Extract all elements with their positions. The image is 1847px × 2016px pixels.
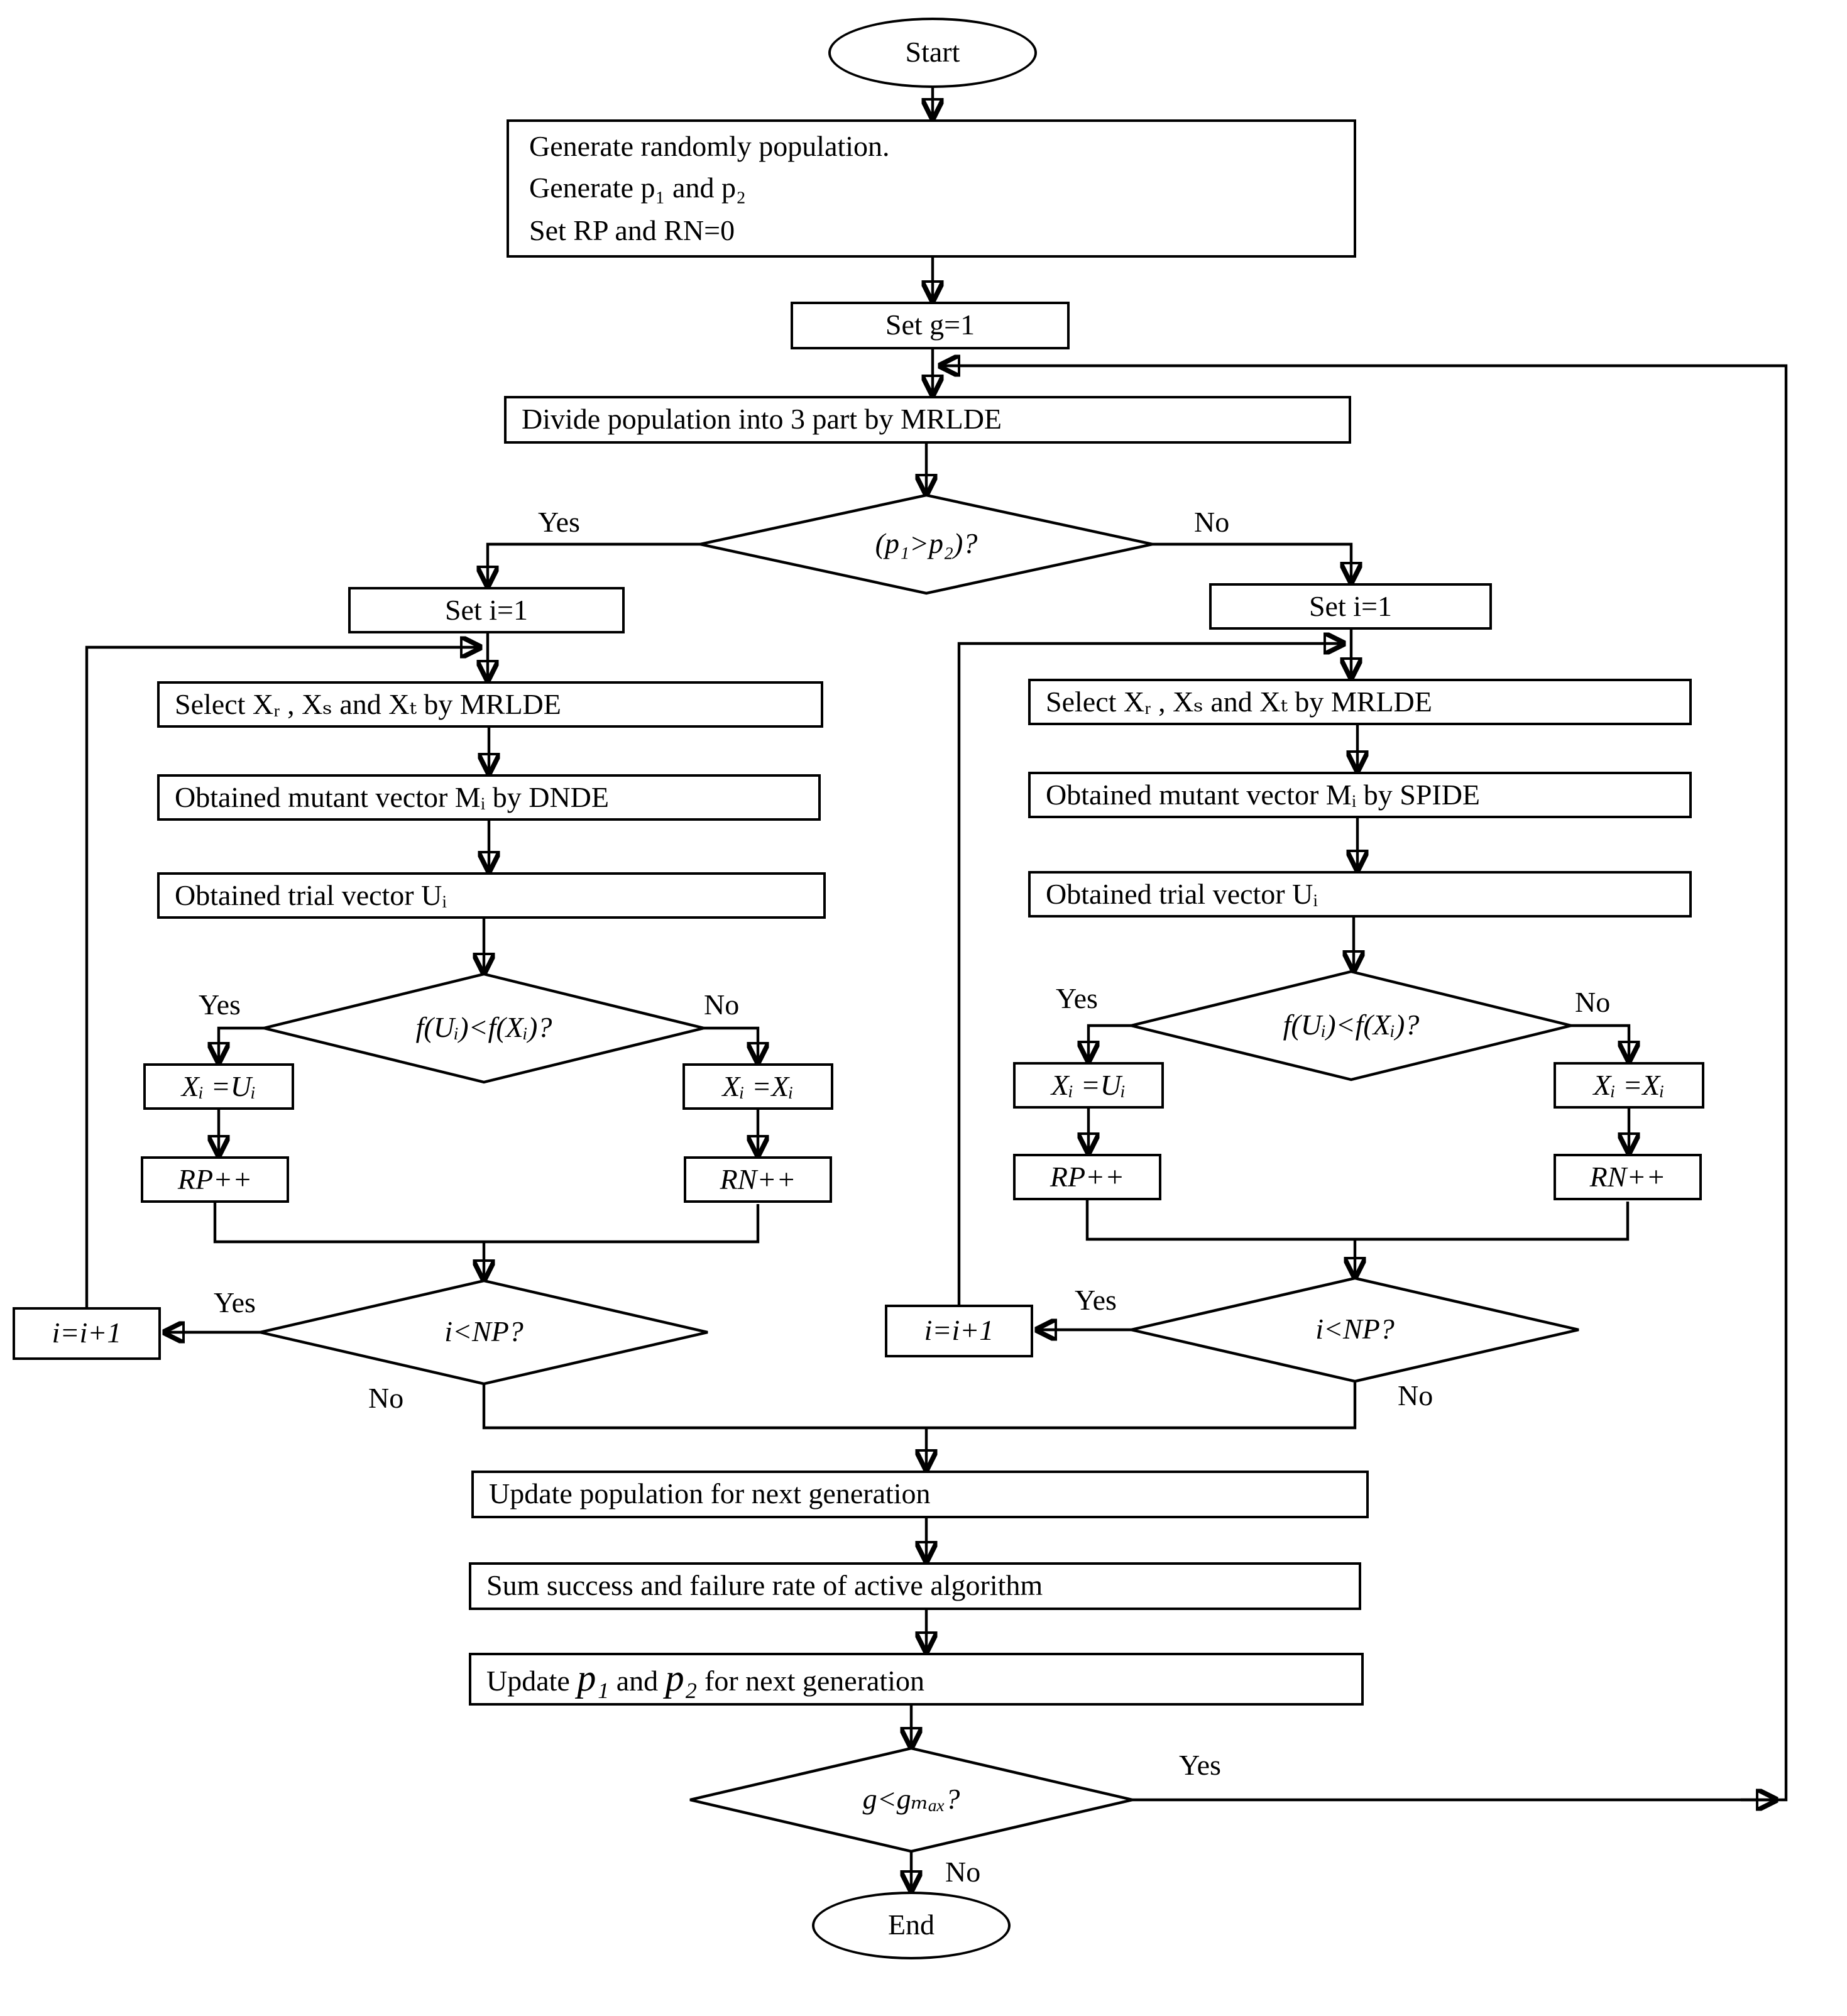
- update-p-var-p1: p₁: [577, 1657, 610, 1699]
- select-vectors-node-left: Select Xᵣ , Xₛ and Xₜ by MRLDE: [157, 681, 823, 728]
- branch-label-yes-fitness-left: Yes: [199, 989, 241, 1021]
- sum-rate-node: Sum success and failure rate of active algorithm: [469, 1562, 1361, 1610]
- set-i-node-left: Set i=1: [348, 587, 625, 633]
- c-np-no-merge-rail: [484, 1383, 1355, 1428]
- set-g-node: Set g=1: [791, 302, 1070, 349]
- decision-fitness-left-label: f(Uᵢ)<f(Xᵢ)?: [415, 1012, 552, 1043]
- trial-vector-node-left: Obtained trial vector Uᵢ: [157, 872, 826, 919]
- decision-gmax-label: g<gₘₐₓ?: [862, 1783, 960, 1815]
- c-fitness-yes-left: [219, 1028, 264, 1061]
- branch-label-no-fitness-right: No: [1575, 987, 1611, 1018]
- connector-arrows: [87, 88, 1786, 1889]
- update-p-text-mid: and: [609, 1665, 666, 1697]
- branch-label-yes-p1p2: Yes: [538, 507, 580, 538]
- branch-label-yes-np-right: Yes: [1075, 1285, 1117, 1316]
- assign-u-node-right: Xᵢ =Uᵢ: [1013, 1062, 1164, 1109]
- mutant-vector-dnde-node: Obtained mutant vector Mᵢ by DNDE: [157, 774, 821, 821]
- branch-label-no-fitness-left: No: [704, 989, 740, 1021]
- start-node: Start: [828, 18, 1037, 88]
- update-p-text: [486, 1657, 924, 1699]
- rn-increment-node-left: RN++: [684, 1156, 832, 1203]
- branch-label-no-np-right: No: [1398, 1380, 1433, 1411]
- update-p-var-p2: p₂: [665, 1657, 698, 1699]
- branch-label-yes-fitness-right: Yes: [1056, 983, 1098, 1014]
- c-merge-rails-right: [1087, 1200, 1628, 1239]
- branch-label-no-np-left: No: [368, 1383, 404, 1414]
- branch-label-yes-gmax: Yes: [1179, 1750, 1221, 1781]
- c-loop-back-right: [959, 644, 1342, 1305]
- rp-increment-node-right: RP++: [1013, 1154, 1161, 1200]
- rn-increment-node-right: RN++: [1554, 1154, 1702, 1200]
- update-population-node: Update population for next generation: [471, 1471, 1369, 1518]
- generate-line-1: Generate randomly population.: [529, 130, 890, 162]
- mutant-vector-spide-node: Obtained mutant vector Mᵢ by SPIDE: [1028, 772, 1692, 818]
- assign-x-node-right: Xᵢ =Xᵢ: [1554, 1062, 1704, 1109]
- update-p-text-a: Update: [486, 1665, 578, 1697]
- decision-i-np-left-label: i<NP?: [444, 1316, 523, 1347]
- decision-i-np-right-label: i<NP?: [1315, 1313, 1395, 1345]
- c-p1p2-yes-seti-left: [488, 544, 700, 584]
- decision-fitness-right-label: f(Uᵢ)<f(Xᵢ)?: [1283, 1009, 1420, 1041]
- increment-i-node-right: i=i+1: [885, 1305, 1033, 1357]
- update-p-node: [469, 1653, 1364, 1706]
- assign-u-node-left: Xᵢ =Uᵢ: [143, 1063, 294, 1110]
- trial-vector-node-right: Obtained trial vector Uᵢ: [1028, 871, 1692, 918]
- c-fitness-yes-right: [1088, 1026, 1131, 1060]
- branch-label-no-gmax: No: [945, 1856, 981, 1888]
- assign-x-node-left: Xᵢ =Xᵢ: [682, 1063, 833, 1110]
- end-node: End: [812, 1892, 1011, 1959]
- generate-population-node: [507, 119, 1356, 258]
- branch-label-no-p1p2: No: [1194, 507, 1230, 538]
- update-p-text-rest: for next generation: [697, 1665, 924, 1697]
- select-vectors-node-right: Select Xᵣ , Xₛ and Xₜ by MRLDE: [1028, 679, 1692, 725]
- c-p1p2-no-seti-right: [1153, 544, 1351, 581]
- c-fitness-no-left: [704, 1028, 758, 1061]
- generate-line-2: Generate p₁ and p₂: [529, 172, 746, 204]
- divide-population-node: Divide population into 3 part by MRLDE: [504, 396, 1351, 444]
- set-i-node-right: Set i=1: [1209, 583, 1492, 630]
- decision-p1p2-label: (p₁>p₂)?: [875, 528, 978, 559]
- increment-i-node-left: i=i+1: [13, 1307, 161, 1360]
- branch-label-yes-np-left: Yes: [214, 1287, 256, 1318]
- c-loop-back-left: [87, 647, 479, 1307]
- rp-increment-node-left: RP++: [141, 1156, 289, 1203]
- c-fitness-no-right: [1571, 1026, 1629, 1060]
- c-merge-rails-left: [215, 1203, 758, 1242]
- generate-line-3: Set RP and RN=0: [529, 214, 735, 246]
